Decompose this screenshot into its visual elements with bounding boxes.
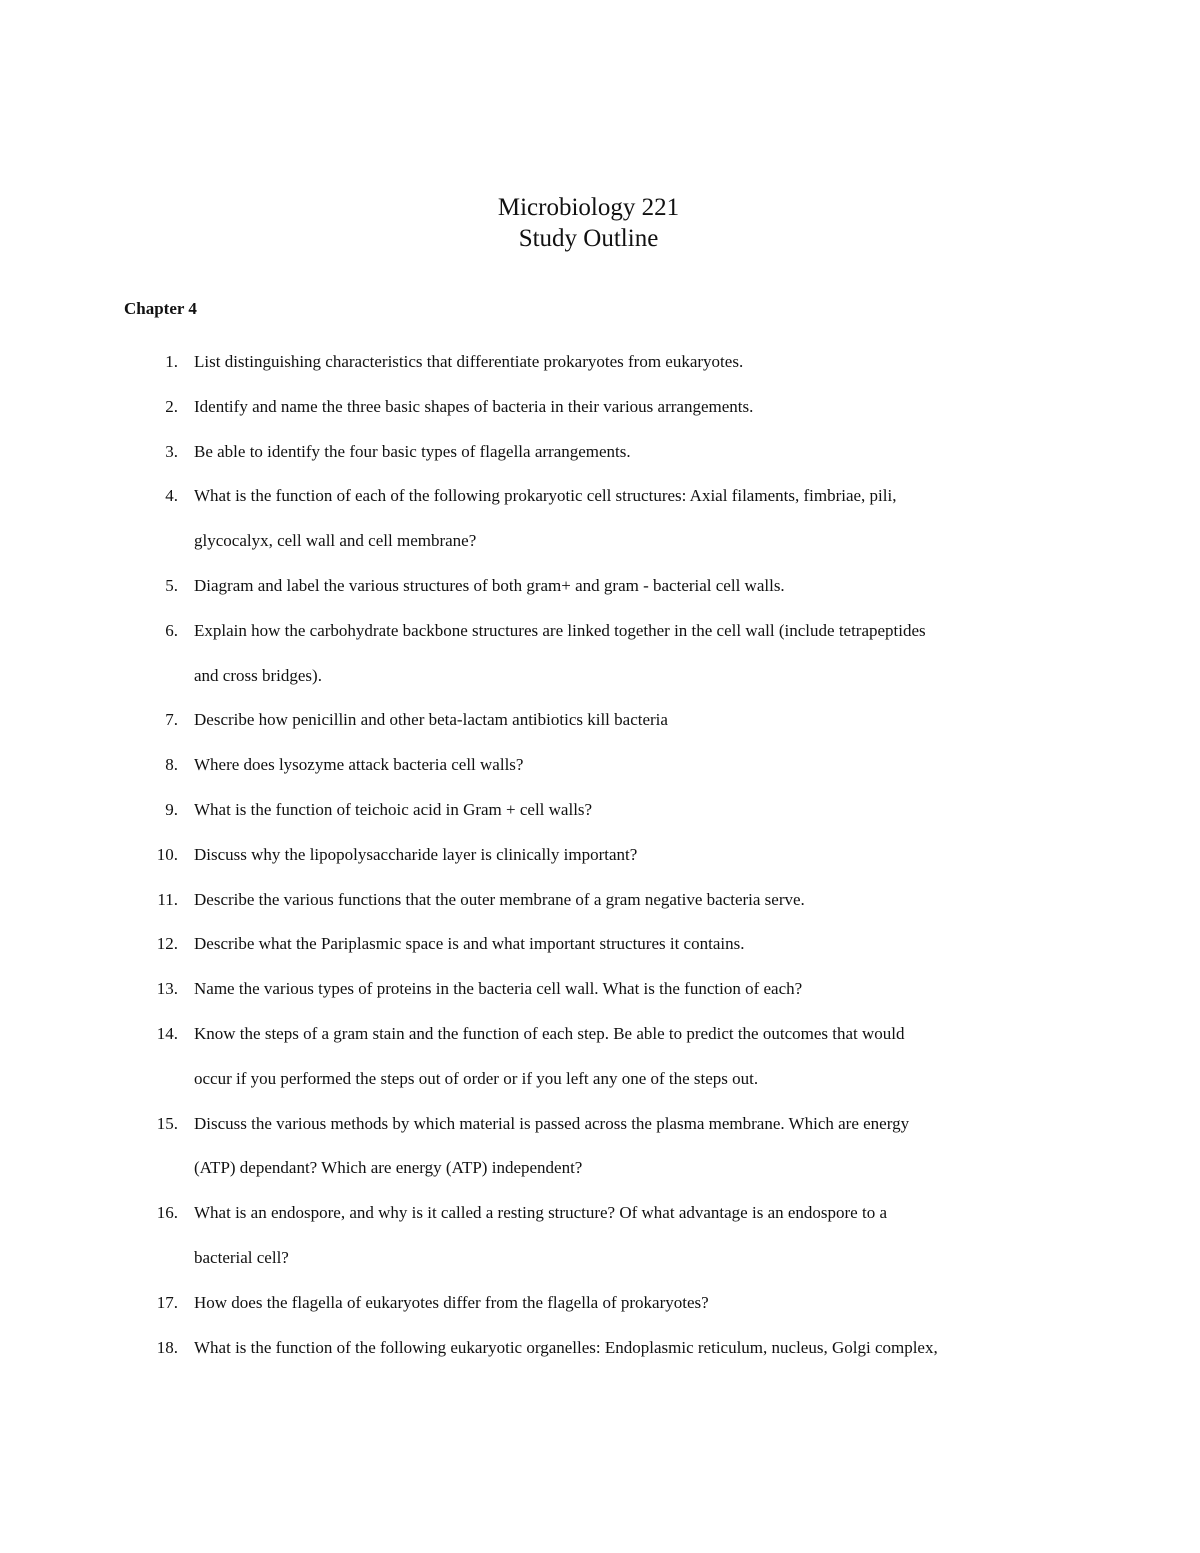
title-block [0,192,1177,254]
list-item-text: and cross bridges). [194,665,322,685]
list-item-number: 11. [157,889,178,909]
list-item-number: 9. [165,799,178,819]
list-item [0,385,1200,430]
list-item-number: 12. [156,934,178,954]
list-item [0,1012,1200,1102]
list-item [0,564,1200,609]
list-item-number: 3. [165,441,178,461]
list-item [0,743,1200,788]
list-item-number: 1. [165,352,178,371]
list-item-number: 15. [156,1113,178,1133]
list-item [0,967,1200,1012]
list-item [0,788,1200,833]
list-item-number: 17. [156,1292,178,1312]
document-subtitle: Study Outline [518,225,659,252]
list-item-number: 10. [156,844,178,864]
list-item-text: List distinguishing characteristics that differentiate prokaryotes from eukaryotes. [194,352,744,371]
list-item-text: Diagram and label the various structures of both gram+ and gram - bacterial cell walls. [194,575,785,595]
list-item-number: 5. [165,575,178,595]
list-item [0,698,1200,743]
list-item-number: 14. [156,1023,178,1043]
list-item-text: What is an endospore, and why is it called a resting structure? Of what advantage is an endospore to a [194,1203,887,1223]
chapter-heading: Chapter 4 [124,299,197,318]
list-item-text: (ATP) dependant? Which are energy (ATP) independent? [194,1158,583,1178]
list-item [0,1281,1200,1326]
list-item-text: What is the function of teichoic acid in Gram + cell walls? [194,799,593,819]
list-item-number: 16. [156,1203,178,1223]
list-item-text: Explain how the carbohydrate backbone structures are linked together in the cell wall (include tetrapeptides [194,620,926,640]
list-item [0,1326,1200,1371]
list-item-text: Identify and name the three basic shapes of bacteria in their various arrangements. [194,396,754,416]
list-item-text: Name the various types of proteins in the bacteria cell wall. What is the function of each? [194,979,803,999]
list-item [0,1102,1200,1192]
list-item-text: Where does lysozyme attack bacteria cell walls? [194,755,524,775]
list-item [0,609,1200,699]
list-item-text: What is the function of each of the following prokaryotic cell structures: Axial filaments, fimbriae, pili, [194,486,897,506]
list-item-text: Describe the various functions that the outer membrane of a gram negative bacteria serve. [194,889,805,909]
document-title: Microbiology 221 [497,194,680,221]
list-item [0,922,1200,967]
list-item-text: Discuss why the lipopolysaccharide layer is clinically important? [194,844,638,864]
list-item-text: What is the function of the following eukaryotic organelles: Endoplasmic reticulum, nucleus, Golgi complex, [194,1337,938,1357]
list-item-number: 13. [156,979,178,999]
list-item [0,1191,1200,1281]
list-item-text: Be able to identify the four basic types of flagella arrangements. [194,441,631,461]
list-item-number: 2. [165,396,178,416]
list-item-text: How does the flagella of eukaryotes differ from the flagella of prokaryotes? [194,1292,709,1312]
list-item-text: Discuss the various methods by which material is passed across the plasma membrane. Which are energy [194,1113,910,1133]
list-item-text: Describe how penicillin and other beta-lactam antibiotics kill bacteria [194,710,668,730]
list-item-number: 8. [165,755,178,775]
study-outline-list [0,340,1200,1370]
list-item [0,833,1200,878]
list-item [0,430,1200,475]
list-item-text: bacterial cell? [194,1247,289,1267]
list-item-number: 18. [156,1337,178,1357]
list-item-text: Describe what the Pariplasmic space is and what important structures it contains. [194,934,745,954]
list-item [0,340,1200,385]
list-item [0,474,1200,564]
list-item [0,878,1200,923]
list-item-text: Know the steps of a gram stain and the function of each step. Be able to predict the outcomes that would [194,1023,905,1043]
list-item-number: 4. [165,486,178,506]
list-item-number: 7. [165,710,178,730]
list-item-number: 6. [165,620,178,640]
list-item-text: glycocalyx, cell wall and cell membrane? [194,531,477,551]
list-item-text: occur if you performed the steps out of order or if you left any one of the steps out. [194,1068,759,1088]
